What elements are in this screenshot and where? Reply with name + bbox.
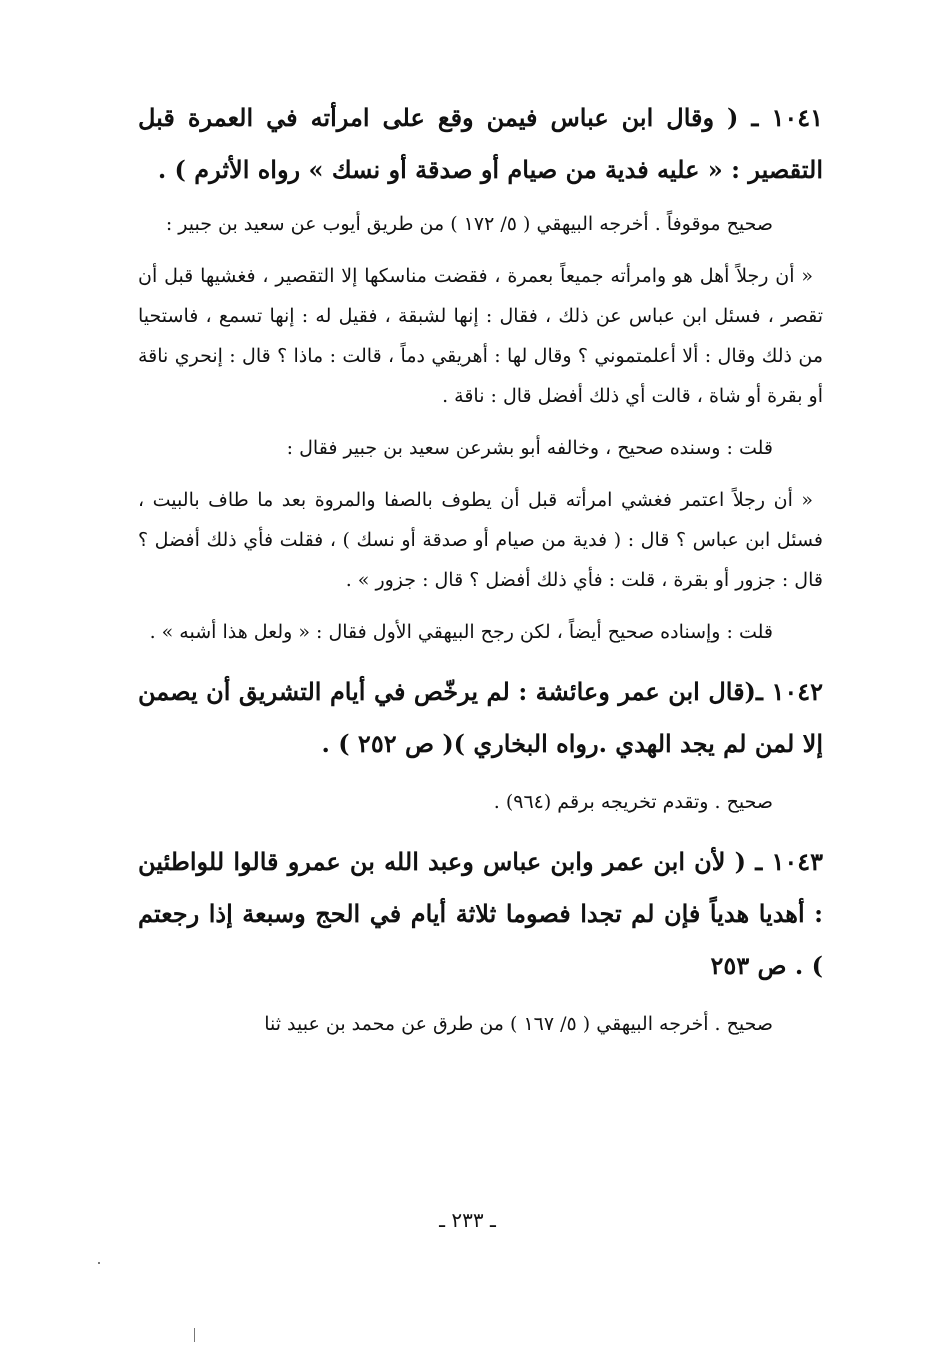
hadith-1043: ١٠٤٣ ـ ( لأن ابن عمر وابن عباس وعبد الله بن عمرو قالوا للواطئين : أهديا هدياً فإن لم تجدا فصوما ثلاثة أيام في الحج وسبعة إذا رجعتم ) . ص ٢٥٣ bbox=[138, 847, 823, 980]
commentary-1041-grade: صحيح موقوفاً . أخرجه البيهقي ( ٥/ ١٧٢ ) من طريق أيوب عن سعيد بن جبير : bbox=[165, 213, 773, 235]
commentary-1041-chain: قلت : وسنده صحيح ، وخالفه أبو بشرعن سعيد بن جبير فقال : bbox=[286, 437, 773, 459]
commentary-1043-grade: صحيح . أخرجه البيهقي ( ٥/ ١٦٧ ) من طرق عن محمد بن عبيد ثنا bbox=[264, 1013, 773, 1035]
commentary-1041-conclusion: قلت : وإسناده صحيح أيضاً ، لكن رجح البيهقي الأول فقال : « ولعل هذا أشبه » . bbox=[149, 621, 773, 643]
commentary-1042-grade: صحيح . وتقدم تخريجه برقم (٩٦٤) . bbox=[493, 791, 773, 813]
page-number: ـ ٢٣٣ ـ bbox=[439, 1208, 496, 1232]
hadith-1042: ١٠٤٢ ـ(قال ابن عمر وعائشة : لم يرخّص في أيام التشريق أن يصمن إلا لمن لم يجد الهدي .رواه البخاري )( ص ٢٥٢ ) . bbox=[138, 677, 823, 758]
scan-dot-mark bbox=[98, 1262, 100, 1264]
scan-speck-mark bbox=[194, 1328, 195, 1342]
quote-1041-second-narration: « أن رجلاً اعتمر فغشي امرأته قبل أن يطوف بالصفا والمروة بعد ما طاف بالبيت ، فسئل ابن عباس ؟ قال : ( فدية من صيام أو صدقة أو نسك ) ، فقلت فأي ذلك أفضل ؟ قال : جزور أو بقرة ، قلت : فأي ذلك أفضل ؟ قال : جزور » . bbox=[138, 489, 823, 591]
page-content bbox=[138, 92, 823, 1056]
hadith-1041: ١٠٤١ ـ ( وقال ابن عباس فيمن وقع على امرأته في العمرة قبل التقصير : « عليه فدية من صيام أو صدقة أو نسك » رواه الأثرم ) . bbox=[138, 103, 823, 184]
quote-1041-first-narration: « أن رجلاً أهل هو وامرأته جميعاً بعمرة ، فقضت مناسكها إلا التقصير ، فغشيها قبل أن تقصر ، فسئل ابن عباس عن ذلك ، فقال : إنها لشبقة ، فقيل له : إنها تسمع ، فاستحيا من ذلك وقال : ألا أعلمتموني ؟ وقال لها : أهريقي دماً ، قالت : ماذا ؟ قال : إنحري ناقة أو بقرة أو شاة ، قالت أي ذلك أفضل قال : ناقة . bbox=[138, 265, 823, 407]
